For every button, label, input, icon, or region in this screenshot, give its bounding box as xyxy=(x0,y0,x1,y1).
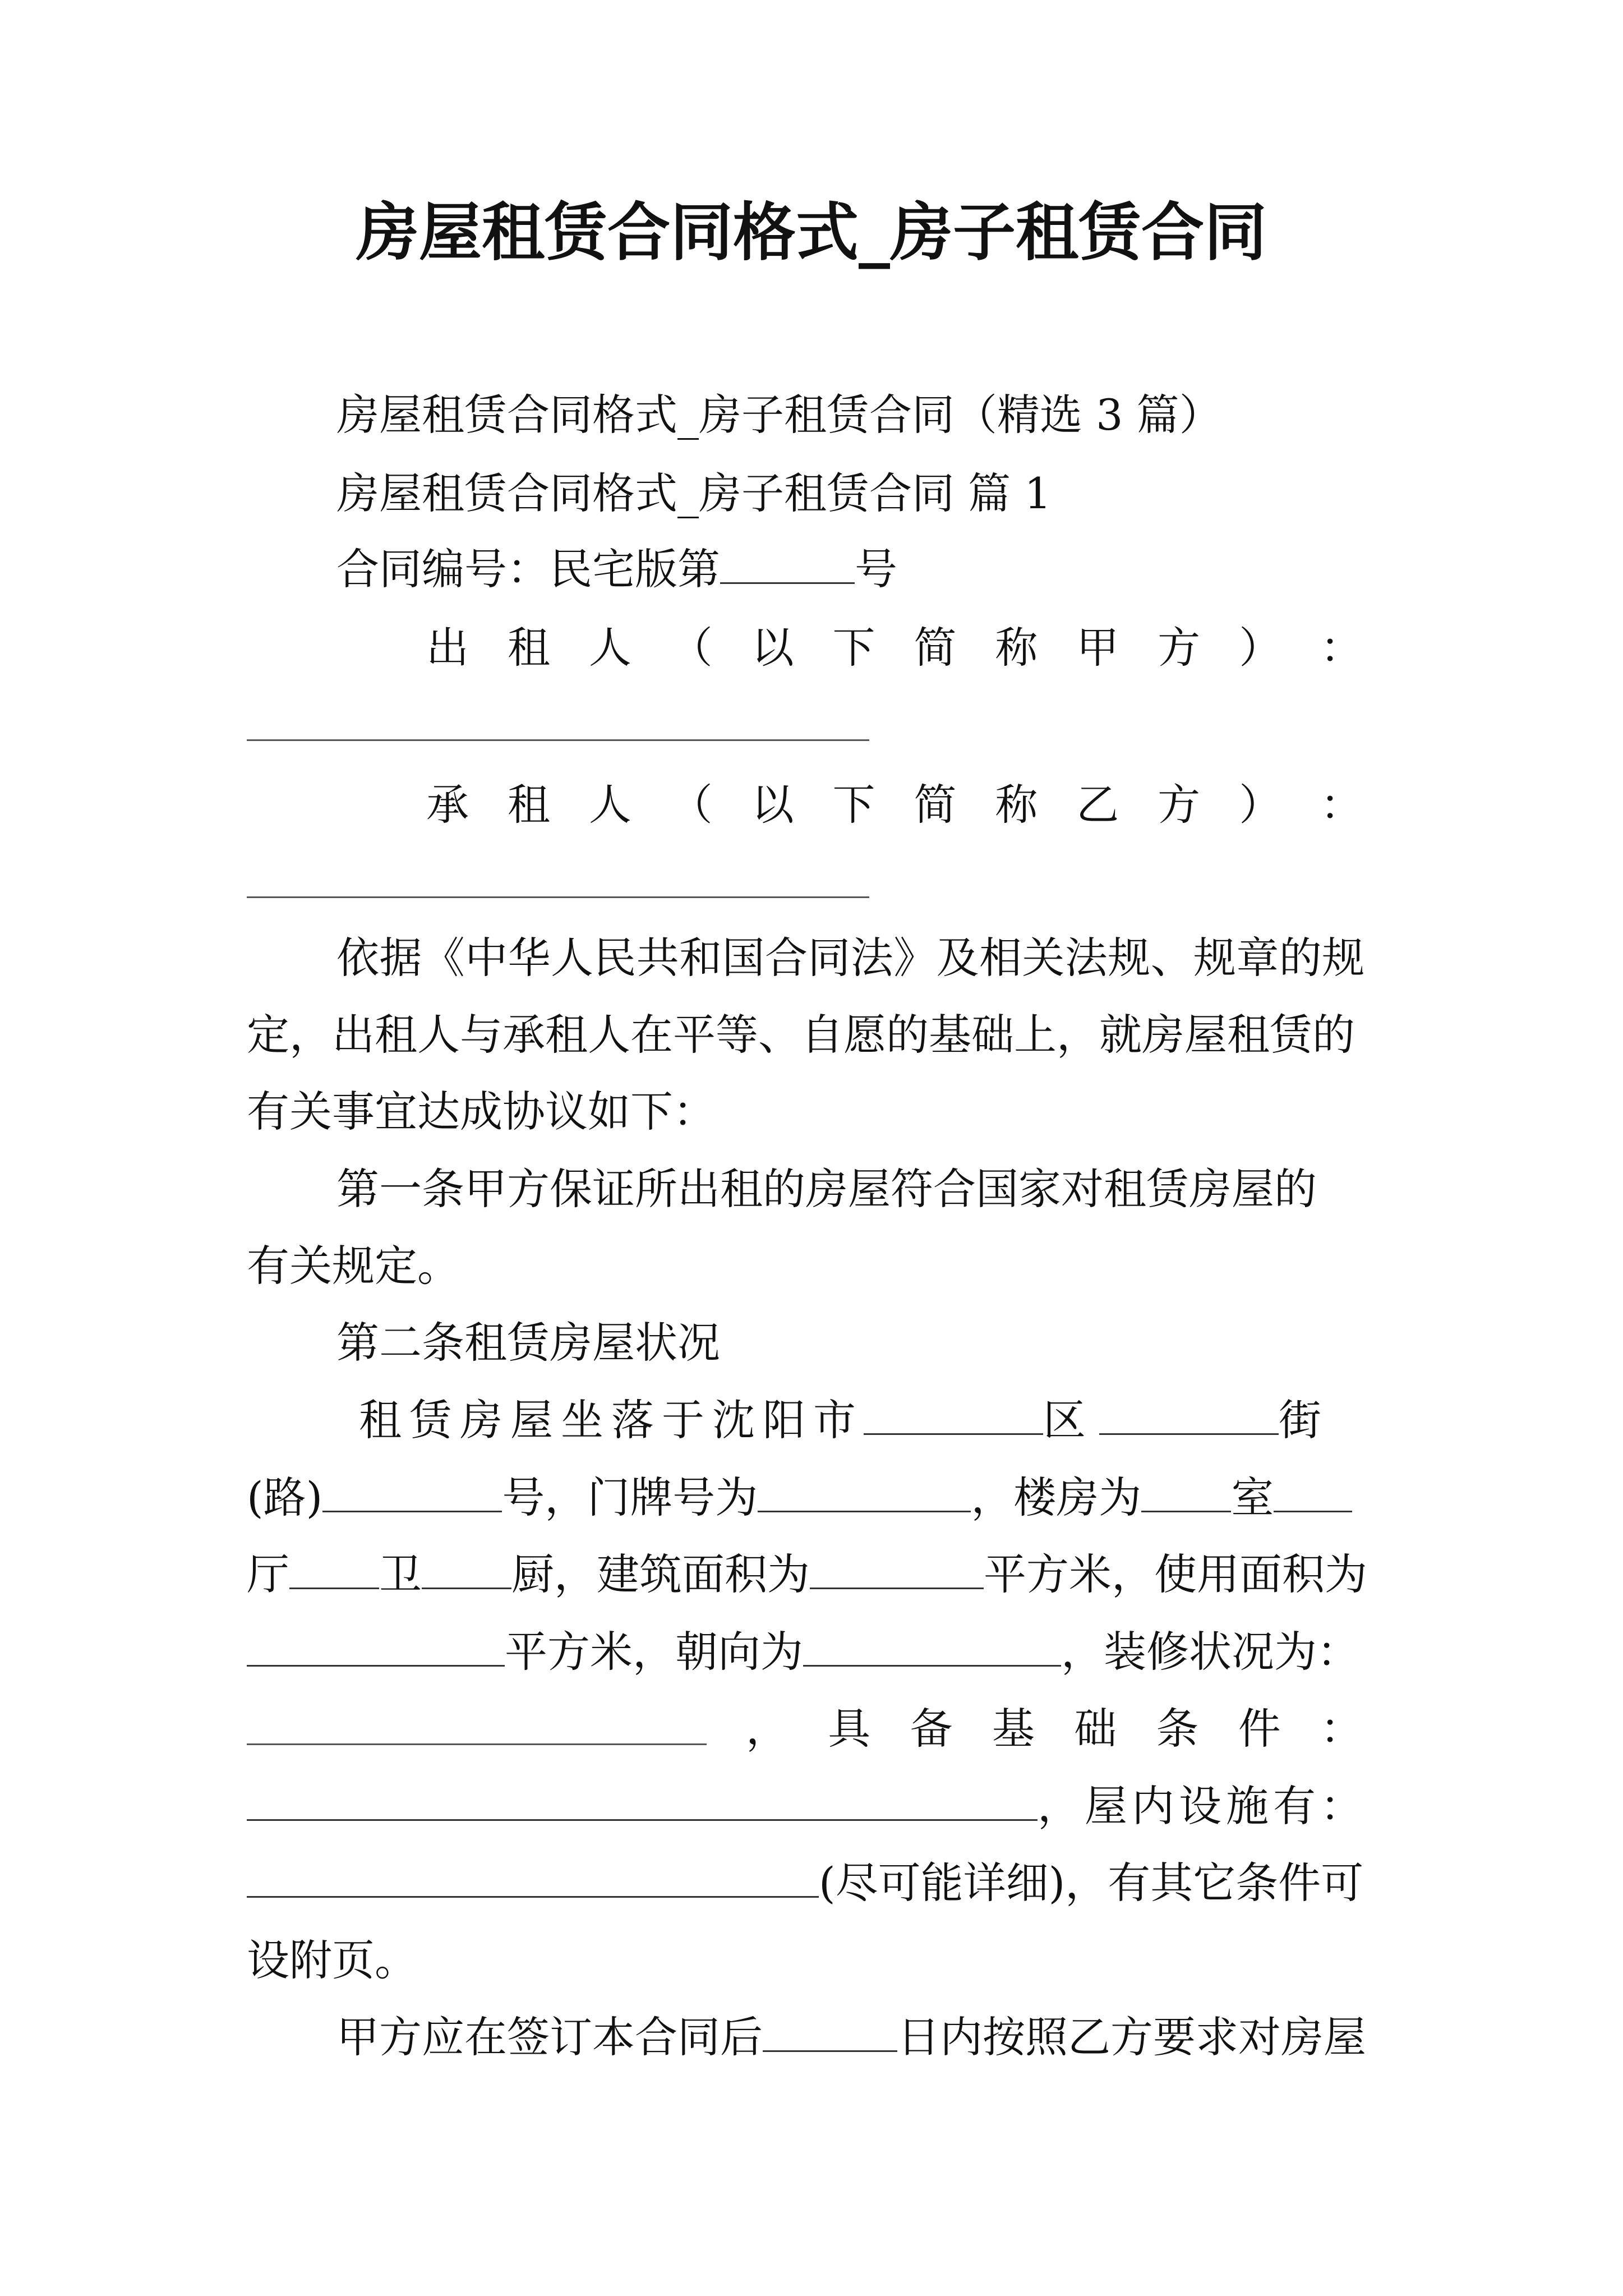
label-char: 简 xyxy=(914,780,957,830)
document-title: 房屋租赁合同格式_房子租赁合同 xyxy=(356,196,1267,269)
days-blank xyxy=(763,2016,897,2052)
paragraph-line: 有关事宜达成协议如下： xyxy=(247,1087,716,1137)
label-char: 出 xyxy=(426,623,469,673)
label-char: ： xyxy=(1320,623,1363,673)
building-area-blank xyxy=(810,1553,984,1589)
road-number-blank xyxy=(322,1476,502,1512)
kitchen-count-blank xyxy=(422,1553,511,1589)
paragraph-line: 定，出租人与承租人在平等、自愿的基础上，就房屋租赁的 xyxy=(247,1010,1355,1060)
orientation-blank xyxy=(803,1630,1061,1667)
label-char: 方 xyxy=(1158,623,1201,673)
label-char: ） xyxy=(1239,780,1282,830)
property-number-line: (路) 号，门牌号为 ，楼房为 室 xyxy=(247,1470,1352,1526)
repair-clause-line: 甲方应在签订本合同后 日内按照乙方要求对房屋 xyxy=(336,2012,1366,2062)
door-number-blank xyxy=(758,1476,971,1512)
appendix-line: 设附页。 xyxy=(247,1935,417,1985)
clause-two-heading: 第二条租赁房屋状况 xyxy=(336,1318,720,1368)
label-char: 以 xyxy=(751,780,794,830)
label-char: 方 xyxy=(1158,780,1201,830)
street-blank xyxy=(1099,1398,1279,1435)
section-heading: 房屋租赁合同格式_房子租赁合同 篇 1 xyxy=(336,468,1052,518)
label-char: 人 xyxy=(588,623,631,673)
decoration-blank-line xyxy=(247,1743,707,1745)
label-char: 称 xyxy=(995,623,1038,673)
basic-conditions-label xyxy=(746,1701,1363,1757)
basic-conditions-blank xyxy=(247,1784,1038,1821)
label-char: 础 xyxy=(1074,1704,1117,1754)
facilities-detail-line: (尽可能详细)，有其它条件可 xyxy=(247,1855,1363,1911)
district-blank xyxy=(864,1398,1043,1435)
hall-count-blank xyxy=(1274,1476,1352,1512)
label-char: 以 xyxy=(751,623,794,673)
lessor-blank-line xyxy=(247,739,869,741)
label-char: ， xyxy=(746,1704,789,1754)
label-char: 下 xyxy=(832,780,875,830)
lessee-label xyxy=(426,777,1363,833)
property-orientation-line: 平方米，朝向为 ，装修状况为： xyxy=(247,1624,1359,1680)
label-char: 乙 xyxy=(1076,780,1119,830)
room-count-blank xyxy=(1141,1476,1231,1512)
label-char: 具 xyxy=(828,1704,871,1754)
subtitle-line: 房屋租赁合同格式_房子租赁合同（精选 3 篇） xyxy=(336,390,1222,440)
contract-number-suffix: 号 xyxy=(855,544,897,594)
facilities-line: ，屋内设施有： xyxy=(247,1778,1367,1834)
label-char: （ xyxy=(670,780,713,830)
label-char: 条 xyxy=(1156,1704,1199,1754)
label-char: 租 xyxy=(507,780,550,830)
contract-number-blank xyxy=(720,547,855,584)
usable-area-blank xyxy=(247,1630,505,1667)
label-char: ： xyxy=(1320,780,1363,830)
clause-one-line: 第一条甲方保证所出租的房屋符合国家对租赁房屋的 xyxy=(336,1164,1317,1214)
property-location-line: 租赁房屋坐落于沈阳市 区 街 xyxy=(359,1395,1329,1445)
label-char: 件 xyxy=(1238,1704,1281,1754)
lessor-label xyxy=(426,620,1363,676)
label-char: 基 xyxy=(992,1704,1035,1754)
label-char: 下 xyxy=(832,623,875,673)
label-char: 承 xyxy=(426,780,469,830)
label-char: （ xyxy=(670,623,713,673)
lessee-blank-line xyxy=(247,896,869,898)
contract-number-label: 合同编号：民宅版第 xyxy=(336,544,720,594)
bath-count-blank xyxy=(289,1553,379,1589)
label-char: ： xyxy=(1320,1704,1363,1754)
property-area-line: 厅 卫 厨，建筑面积为 平方米，使用面积为 xyxy=(247,1549,1367,1599)
clause-one-line: 有关规定。 xyxy=(247,1241,460,1291)
label-char: 简 xyxy=(914,623,957,673)
label-char: 备 xyxy=(910,1704,953,1754)
label-char: 租 xyxy=(507,623,550,673)
label-char: 称 xyxy=(995,780,1038,830)
facilities-blank xyxy=(247,1861,819,1898)
label-char: ） xyxy=(1239,623,1282,673)
label-char: 甲 xyxy=(1076,623,1119,673)
contract-number-line xyxy=(336,541,897,597)
label-char: 人 xyxy=(588,780,631,830)
paragraph-line: 依据《中华人民共和国合同法》及相关法规、规章的规 xyxy=(336,933,1365,983)
